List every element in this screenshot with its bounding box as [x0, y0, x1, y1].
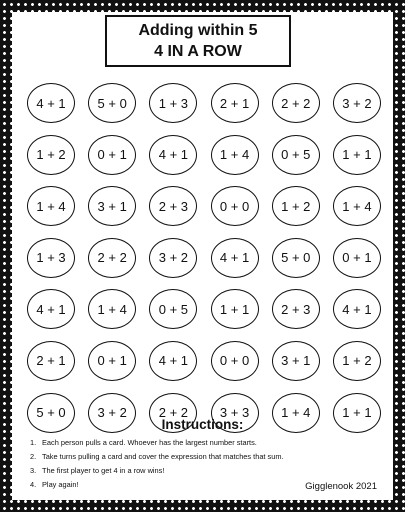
credit-text: Gigglenook 2021: [305, 481, 377, 492]
board-cell-r4-c1[interactable]: 1 + 3: [27, 238, 75, 278]
board-cell-r5-c5[interactable]: 2 + 3: [272, 289, 320, 329]
board-cell-r3-c1[interactable]: 1 + 4: [27, 186, 75, 226]
instruction-item: [30, 464, 393, 478]
board-cell-r6-c4[interactable]: 0 + 0: [211, 341, 259, 381]
board-cell-r3-c6[interactable]: 1 + 4: [333, 186, 381, 226]
instruction-text: Take turns pulling a card and cover the expression that matches that sum.: [42, 452, 284, 461]
board-cell-r7-c3[interactable]: 2 + 2: [149, 393, 197, 433]
instruction-item: [30, 450, 393, 464]
instruction-text: Play again!: [42, 480, 79, 489]
worksheet-page: [12, 12, 393, 500]
board-cell-r2-c5[interactable]: 0 + 5: [272, 135, 320, 175]
board-cell-r1-c3[interactable]: 1 + 3: [149, 83, 197, 123]
instruction-number: 1.: [30, 438, 37, 447]
instruction-number: 2.: [30, 452, 37, 461]
board-cell-r4-c4[interactable]: 4 + 1: [211, 238, 259, 278]
board-cell-r6-c1[interactable]: 2 + 1: [27, 341, 75, 381]
instructions-heading: Instructions:: [161, 417, 244, 432]
board-cell-r5-c3[interactable]: 0 + 5: [149, 289, 197, 329]
board-cell-r7-c6[interactable]: 1 + 1: [333, 393, 381, 433]
board-cell-r6-c5[interactable]: 3 + 1: [272, 341, 320, 381]
instruction-text: Each person pulls a card. Whoever has the largest number starts.: [42, 438, 257, 447]
board-cell-r2-c3[interactable]: 4 + 1: [149, 135, 197, 175]
board-cell-r3-c5[interactable]: 1 + 2: [272, 186, 320, 226]
game-board: [27, 83, 381, 433]
board-cell-r1-c5[interactable]: 2 + 2: [272, 83, 320, 123]
board-cell-r1-c1[interactable]: 4 + 1: [27, 83, 75, 123]
instruction-number: 4.: [30, 480, 37, 489]
board-cell-r7-c1[interactable]: 5 + 0: [27, 393, 75, 433]
board-cell-r6-c2[interactable]: 0 + 1: [88, 341, 136, 381]
board-cell-r1-c4[interactable]: 2 + 1: [211, 83, 259, 123]
board-cell-r7-c2[interactable]: 3 + 2: [88, 393, 136, 433]
board-cell-r1-c2[interactable]: 5 + 0: [88, 83, 136, 123]
board-cell-r4-c5[interactable]: 5 + 0: [272, 238, 320, 278]
board-cell-r2-c4[interactable]: 1 + 4: [211, 135, 259, 175]
board-cell-r3-c4[interactable]: 0 + 0: [211, 186, 259, 226]
board-cell-r4-c2[interactable]: 2 + 2: [88, 238, 136, 278]
board-cell-r4-c6[interactable]: 0 + 1: [333, 238, 381, 278]
title-line-1: Adding within 5: [138, 22, 258, 39]
title-box: [105, 15, 291, 67]
board-cell-r5-c4[interactable]: 1 + 1: [211, 289, 259, 329]
board-cell-r2-c6[interactable]: 1 + 1: [333, 135, 381, 175]
board-cell-r5-c2[interactable]: 1 + 4: [88, 289, 136, 329]
board-cell-r4-c3[interactable]: 3 + 2: [149, 238, 197, 278]
instruction-number: 3.: [30, 466, 37, 475]
board-cell-r2-c2[interactable]: 0 + 1: [88, 135, 136, 175]
board-cell-r7-c4[interactable]: 3 + 3: [211, 393, 259, 433]
board-cell-r7-c5[interactable]: 1 + 4: [272, 393, 320, 433]
board-cell-r5-c6[interactable]: 4 + 1: [333, 289, 381, 329]
instruction-text: The first player to get 4 in a row wins!: [42, 466, 165, 475]
board-cell-r1-c6[interactable]: 3 + 2: [333, 83, 381, 123]
board-cell-r3-c2[interactable]: 3 + 1: [88, 186, 136, 226]
board-cell-r6-c3[interactable]: 4 + 1: [149, 341, 197, 381]
board-cell-r5-c1[interactable]: 4 + 1: [27, 289, 75, 329]
title-line-2: 4 IN A ROW: [154, 43, 242, 60]
instruction-item: [30, 436, 393, 450]
board-cell-r6-c6[interactable]: 1 + 2: [333, 341, 381, 381]
board-cell-r2-c1[interactable]: 1 + 2: [27, 135, 75, 175]
board-cell-r3-c3[interactable]: 2 + 3: [149, 186, 197, 226]
